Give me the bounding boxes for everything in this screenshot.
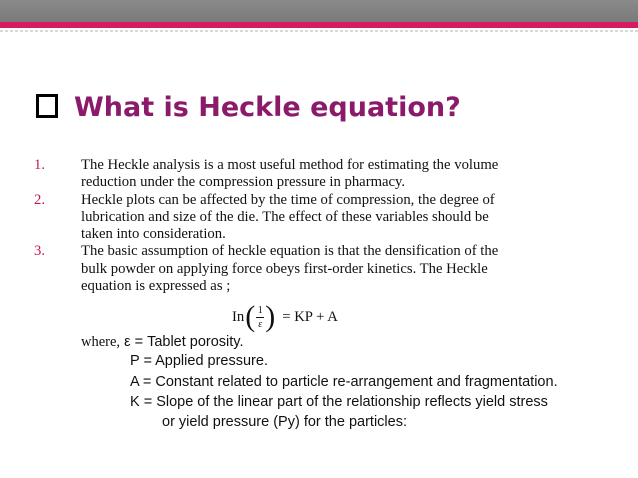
definition-eps: ε = Tablet porosity. xyxy=(124,334,244,350)
formula-rhs: = KP + A xyxy=(282,308,338,325)
list-line: lubrication and size of the die. The effect of these variables should be xyxy=(81,208,489,225)
formula-lhs: In xyxy=(232,308,245,325)
decorative-dotted-line xyxy=(0,30,638,32)
list-number: 1. xyxy=(34,157,46,173)
close-paren: ) xyxy=(265,300,276,333)
definition-p: P = Applied pressure. xyxy=(130,353,268,369)
list-line: The basic assumption of heckle equation is that the densification of the xyxy=(81,243,499,260)
fraction-denominator: ε xyxy=(258,318,263,330)
where-prefix: where, xyxy=(81,334,121,350)
fraction-numerator: 1 xyxy=(257,304,263,316)
definition-k: K = Slope of the linear part of the relationship reflects yield stress xyxy=(130,394,548,410)
open-paren: ( xyxy=(245,300,256,333)
list-line: equation is expressed as ; xyxy=(81,278,231,295)
top-accent-bar xyxy=(0,22,638,28)
list-item xyxy=(0,157,638,192)
list-item xyxy=(0,243,638,295)
list-line: Heckle plots can be affected by the time of compression, the degree of xyxy=(81,191,495,208)
top-gray-bar xyxy=(0,0,638,22)
definition-eps-line xyxy=(81,334,244,351)
list-number: 2. xyxy=(34,191,46,208)
definition-a: A = Constant related to particle re-arrangement and fragmentation. xyxy=(130,374,558,390)
slide-title xyxy=(36,92,461,123)
checkbox-square-icon xyxy=(36,94,58,118)
list-line: bulk powder on applying force obeys first-order kinetics. The Heckle xyxy=(81,260,488,277)
list-line: reduction under the compression pressure in pharmacy. xyxy=(81,174,406,191)
list-number: 3. xyxy=(34,243,46,260)
numbered-list xyxy=(0,157,638,295)
heckle-formula xyxy=(232,302,338,332)
slide-title-text: What is Heckle equation? xyxy=(74,92,461,123)
formula-fraction xyxy=(256,305,264,330)
definition-k-continued: or yield pressure (Py) for the particles: xyxy=(162,414,407,430)
list-item xyxy=(0,192,638,244)
fraction-bar xyxy=(256,317,264,318)
list-line: taken into consideration. xyxy=(81,226,226,243)
list-line: The Heckle analysis is a most useful method for estimating the volume xyxy=(81,157,499,173)
